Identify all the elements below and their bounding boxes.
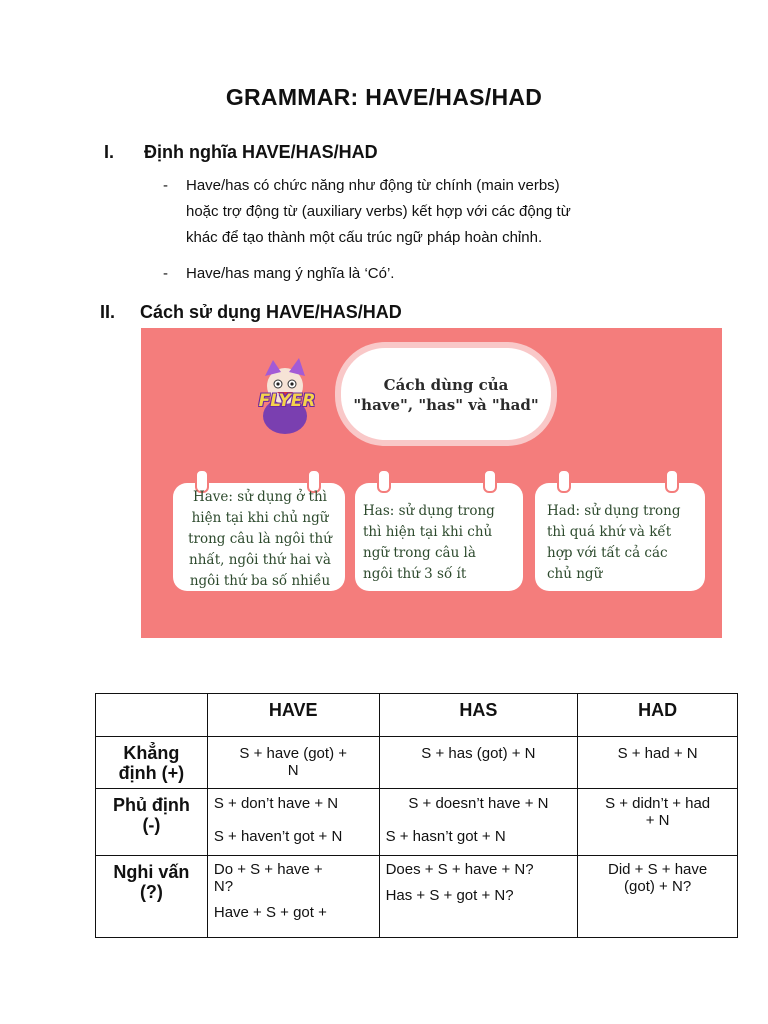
table-header-row [96, 694, 738, 737]
row-label-line: Nghi vấn [113, 862, 190, 882]
table-cell [379, 789, 578, 856]
card-line: chủ ngữ [547, 566, 603, 582]
row-label [96, 856, 208, 938]
card-line: Have: sử dụng ở thì [192, 489, 327, 505]
row-label-line: Phủ định [112, 795, 190, 815]
bullet-line: Have/has có chức năng như động từ chính (main verbs) [186, 177, 560, 194]
card-line: Had: sử dụng trong [547, 503, 681, 519]
cell-line: S + hasn’t got + N [385, 828, 506, 845]
table-cell [207, 789, 379, 856]
card-line: thì hiện tại khi chủ [363, 524, 493, 540]
cell-line: Have + S + got + [213, 904, 327, 921]
cell-line: Did + S + have [608, 861, 708, 878]
cell-line: S + haven’t got + N [213, 828, 343, 845]
cell-line: S + don’t have + N [213, 795, 339, 812]
usage-infographic [141, 328, 722, 638]
pin-icon [557, 469, 571, 493]
card-line: ngôi thứ 3 số ít [363, 566, 467, 582]
table-header-cell [96, 694, 208, 737]
usage-card-text [179, 487, 341, 592]
cell-line: Does + S + have + N? [385, 861, 534, 878]
card-line: ngữ trong câu là [363, 545, 476, 561]
table-header-cell: HAD [578, 694, 738, 737]
table-cell [207, 856, 379, 938]
cell-line: S + has (got) + N [421, 745, 536, 762]
section-title-1: Định nghĩa HAVE/HAS/HAD [144, 142, 378, 162]
bullet-item-1 [163, 173, 571, 251]
table-row [96, 737, 738, 789]
table-row [96, 789, 738, 856]
card-line: hiện tại khi chủ ngữ [191, 510, 329, 526]
cell-line: S + didn’t + had [605, 795, 711, 812]
flyer-logo: FLYER [258, 391, 316, 411]
row-label-line: (?) [139, 882, 163, 902]
row-label-line: Khẳng [123, 743, 180, 763]
bullet-line: Have/has mang ý nghĩa là ‘Có’. [186, 265, 395, 282]
pin-icon [377, 469, 391, 493]
usage-card-has [355, 483, 523, 591]
page-title: GRAMMAR: HAVE/HAS/HAD [225, 84, 543, 110]
card-line: trong câu là ngôi thứ [188, 531, 332, 547]
card-line: thì quá khứ và kết [547, 524, 672, 540]
bubble-line: Cách dùng của [383, 376, 509, 394]
section-heading-1 [104, 142, 378, 163]
row-label-line: định (+) [118, 763, 185, 783]
cell-line: S + have (got) + [239, 745, 347, 762]
cell-line: S + had + N [617, 745, 698, 762]
card-line: nhất, ngôi thứ hai và [189, 552, 331, 568]
section-title-2: Cách sử dụng HAVE/HAS/HAD [140, 302, 402, 322]
bullet-line: khác để tạo thành một cấu trúc ngữ pháp hoàn chỉnh. [186, 229, 543, 246]
table-cell [207, 737, 379, 789]
bullet-dash: - [163, 177, 168, 194]
cell-line: N? [213, 878, 234, 895]
cell-line: (got) + N? [624, 878, 692, 895]
bullet-item-2 [163, 261, 395, 287]
table-cell [379, 737, 578, 789]
card-line: hợp với tất cả các [547, 545, 668, 561]
bullet-dash: - [163, 265, 168, 282]
table-cell [578, 737, 738, 789]
row-label [96, 789, 208, 856]
cell-line: S + doesn’t have + N [408, 795, 549, 812]
cell-line: + N [645, 812, 670, 829]
usage-card-text [547, 501, 705, 585]
table-header-cell: HAS [379, 694, 578, 737]
table-cell [379, 856, 578, 938]
cell-line: N [287, 762, 299, 779]
section-heading-2 [100, 302, 402, 323]
bullet-line: hoặc trợ động từ (auxiliary verbs) kết hợp với các động từ [186, 203, 571, 220]
grammar-table [95, 693, 738, 938]
table-row [96, 856, 738, 938]
cell-line: Has + S + got + N? [385, 887, 514, 904]
table-header-cell: HAVE [207, 694, 379, 737]
cell-line: Do + S + have + [213, 861, 323, 878]
usage-card-had [535, 483, 705, 591]
row-label-line: (-) [142, 815, 161, 835]
pin-icon [665, 469, 679, 493]
bubble-line: "have", "has" và "had" [353, 396, 539, 414]
pin-icon [483, 469, 497, 493]
card-line: Has: sử dụng trong [363, 503, 495, 519]
table-cell [578, 789, 738, 856]
usage-card-text [363, 501, 521, 585]
speech-bubble-text [341, 375, 551, 415]
card-line: ngôi thứ ba số nhiều [189, 573, 331, 589]
row-label [96, 737, 208, 789]
usage-card-have [173, 483, 345, 591]
table-cell [578, 856, 738, 938]
section-number-2: II. [100, 302, 116, 322]
section-number-1: I. [104, 142, 115, 162]
